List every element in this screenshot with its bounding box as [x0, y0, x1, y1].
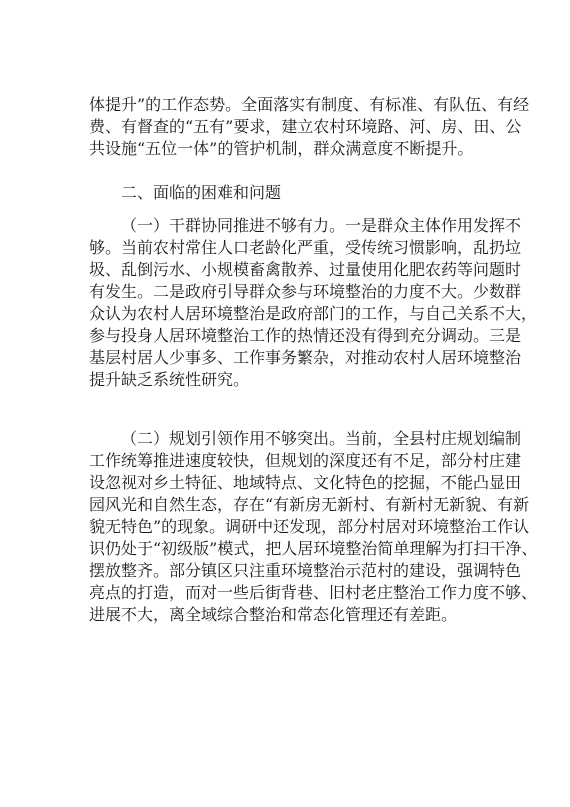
paragraph-cooperation [89, 215, 538, 391]
paragraph-line: 园风光和自然生态，存在“有新房无新村、有新村无新貌、有新 [89, 495, 530, 514]
paragraph-line: 进展不大，离全域综合整治和常态化管理还有差距。 [89, 605, 458, 624]
paragraph-line: （二）规划引领作用不够突出。当前，全县村庄规划编制 [121, 429, 522, 448]
paragraph-line: 摆放整齐。部分镇区只注重环境整治示范村的建设，强调特色 [89, 561, 522, 580]
paragraph-planning [89, 428, 538, 626]
paragraph-line: 够。当前农村常住人口老龄化严重，受传统习惯影响，乱扔垃 [89, 238, 522, 257]
paragraph-line: 提升缺乏系统性研究。 [89, 370, 250, 389]
paragraph-line: 参与投身人居环境整治工作的热情还没有得到充分调动。三是 [89, 326, 522, 345]
paragraph-line: 工作统筹推进速度较快，但规划的深度还有不足，部分村庄建 [89, 451, 522, 470]
paragraph-line: 貌无特色”的现象。调研中还发现，部分村居对环境整治工作认 [89, 517, 530, 536]
paragraph-line: 体提升”的工作态势。全面落实有制度、有标准、有队伍、有经 [89, 95, 530, 114]
paragraph-line: 有发生。二是政府引导群众参与环境整治的力度不大。少数群 [89, 282, 522, 301]
section-heading-block [89, 182, 489, 204]
paragraph-line: （一）干群协同推进不够有力。一是群众主体作用发挥不 [121, 216, 522, 235]
section-heading: 二、面临的困难和问题 [121, 183, 282, 202]
paragraph-line: 圾、乱倒污水、小规模畜禽散养、过量使用化肥农药等问题时 [89, 260, 522, 279]
paragraph-line: 众认为农村人居环境整治是政府部门的工作，与自己关系不大， [89, 304, 538, 323]
paragraph-line: 识仍处于“初级版”模式，把人居环境整治简单理解为打扫干净、 [89, 539, 538, 558]
paragraph-intro-continuation [89, 94, 530, 160]
paragraph-line: 基层村居人少事多、工作事务繁杂，对推动农村人居环境整治 [89, 348, 522, 367]
paragraph-line: 设忽视对乡土特征、地域特点、文化特色的挖掘，不能凸显田 [89, 473, 522, 492]
paragraph-line: 费、有督查的“五有”要求，建立农村环境路、河、房、田、公 [89, 117, 522, 136]
paragraph-line: 亮点的打造，而对一些后街背巷、旧村老庄整治工作力度不够、 [89, 583, 538, 602]
paragraph-line: 共设施“五位一体”的管护机制，群众满意度不断提升。 [89, 139, 474, 158]
